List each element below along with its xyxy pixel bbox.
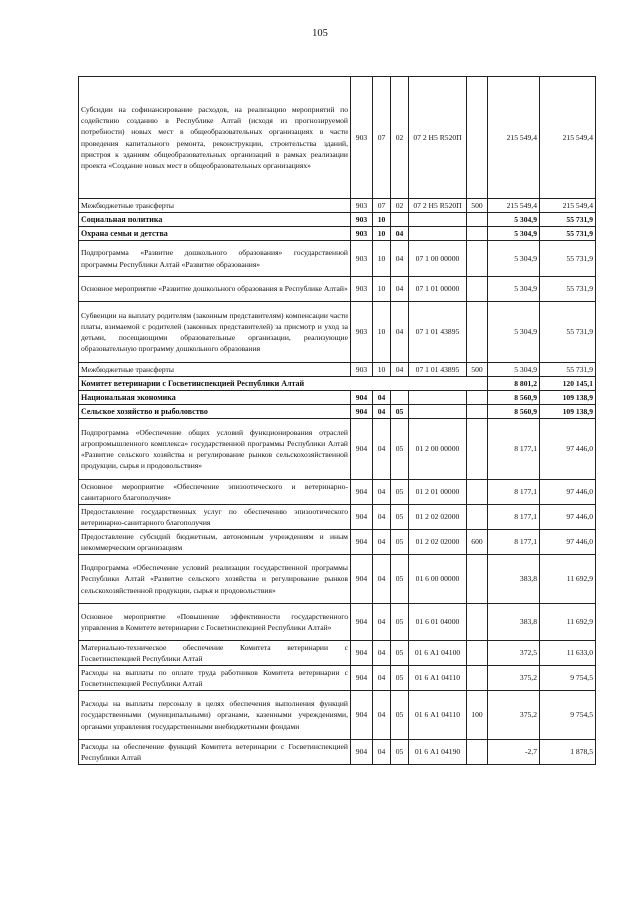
cell-grbs: 904 [351,691,373,740]
cell-name: Социальная политика [79,213,351,227]
cell-section: 10 [373,363,391,377]
cell-name: Комитет ветеринарии с Госветинспекцией Республики Алтай [79,377,488,391]
cell-subsection: 05 [391,691,409,740]
cell-target-article: 01 6 01 04000 [409,604,467,641]
cell-amount-1: 5 304,9 [488,213,540,227]
cell-subsection [391,391,409,405]
cell-subsection: 04 [391,241,409,277]
cell-amount-2: 9 754,5 [540,691,596,740]
cell-amount-1: 8 177,1 [488,530,540,555]
cell-expense-type [467,405,488,419]
cell-target-article: 01 2 00 00000 [409,419,467,480]
cell-target-article: 01 2 02 02000 [409,505,467,530]
cell-amount-1: 5 304,9 [488,227,540,241]
page-number: 105 [312,28,328,39]
table-row [79,604,596,641]
cell-expense-type [467,555,488,604]
cell-amount-1: -2,7 [488,740,540,765]
cell-amount-1: 372,5 [488,641,540,666]
cell-expense-type [467,302,488,363]
cell-amount-2: 215 549,4 [540,77,596,199]
table-row [79,391,596,405]
cell-name: Расходы на выплаты по оплате труда работников Комитета ветеринарии с Госветинспекцией Республики Алтай [79,666,351,691]
cell-section: 10 [373,302,391,363]
cell-section: 10 [373,241,391,277]
cell-target-article [409,213,467,227]
cell-name: Материально-техническое обеспечение Комитета ветеринарии с Госветинспекцией Республики Алтай [79,641,351,666]
table-row [79,740,596,765]
table-row [79,691,596,740]
cell-target-article [409,391,467,405]
table-row [79,641,596,666]
cell-subsection: 04 [391,363,409,377]
cell-target-article [409,227,467,241]
cell-grbs: 904 [351,505,373,530]
cell-grbs: 904 [351,405,373,419]
cell-subsection: 05 [391,480,409,505]
cell-amount-2: 97 446,0 [540,505,596,530]
cell-section: 04 [373,530,391,555]
cell-subsection: 02 [391,77,409,199]
table-row [79,199,596,213]
cell-section: 04 [373,666,391,691]
cell-name: Межбюджетные трансферты [79,199,351,213]
cell-subsection: 05 [391,555,409,604]
cell-name: Подпрограмма «Обеспечение общих условий функционирования отраслей агропромышленного комплекса» государственной программы Республики Алтай «Развитие сельского хозяйства и регулирование рынков сельскохозяйственной продукции, сырья и продовольствия» [79,419,351,480]
cell-grbs: 904 [351,555,373,604]
cell-subsection: 05 [391,405,409,419]
cell-section: 04 [373,391,391,405]
cell-expense-type [467,213,488,227]
table-row [79,405,596,419]
cell-grbs: 903 [351,213,373,227]
cell-subsection: 05 [391,419,409,480]
cell-subsection: 05 [391,604,409,641]
cell-grbs: 903 [351,363,373,377]
cell-expense-type [467,241,488,277]
cell-amount-1: 5 304,9 [488,277,540,302]
cell-amount-2: 55 731,9 [540,227,596,241]
cell-section: 04 [373,604,391,641]
cell-grbs: 904 [351,480,373,505]
cell-section: 04 [373,641,391,666]
cell-amount-2: 11 633,0 [540,641,596,666]
cell-section: 04 [373,740,391,765]
table-row [79,277,596,302]
cell-name: Межбюджетные трансферты [79,363,351,377]
table-row [79,363,596,377]
cell-target-article: 01 2 01 00000 [409,480,467,505]
cell-section: 04 [373,555,391,604]
cell-expense-type [467,419,488,480]
cell-amount-1: 383,8 [488,555,540,604]
cell-section: 07 [373,77,391,199]
cell-target-article: 01 6 А1 04100 [409,641,467,666]
cell-amount-1: 8 177,1 [488,505,540,530]
table-row [79,530,596,555]
cell-amount-2: 97 446,0 [540,530,596,555]
cell-grbs: 903 [351,199,373,213]
cell-amount-2: 55 731,9 [540,363,596,377]
cell-subsection: 05 [391,530,409,555]
cell-name: Сельское хозяйство и рыболовство [79,405,351,419]
cell-expense-type: 500 [467,363,488,377]
cell-section: 04 [373,480,391,505]
cell-target-article: 07 2 Н5 R520П [409,199,467,213]
cell-target-article: 01 2 02 02000 [409,530,467,555]
cell-target-article: 01 6 А1 04190 [409,740,467,765]
cell-amount-1: 8 560,9 [488,405,540,419]
cell-grbs: 903 [351,77,373,199]
cell-amount-2: 109 138,9 [540,405,596,419]
cell-grbs: 904 [351,740,373,765]
cell-grbs: 904 [351,641,373,666]
table-row [79,213,596,227]
cell-name: Национальная экономика [79,391,351,405]
cell-expense-type [467,505,488,530]
cell-grbs: 903 [351,302,373,363]
table-row [79,377,596,391]
cell-name: Основное мероприятие «Развитие дошкольного образования в Республике Алтай» [79,277,351,302]
table-row [79,555,596,604]
cell-amount-1: 5 304,9 [488,302,540,363]
cell-amount-2: 109 138,9 [540,391,596,405]
table-row [79,419,596,480]
cell-grbs: 903 [351,227,373,241]
cell-name: Основное мероприятие «Обеспечение эпизоотического и ветеринарно-санитарного благополучия» [79,480,351,505]
table-row [79,227,596,241]
cell-amount-1: 215 549,4 [488,77,540,199]
cell-section: 10 [373,213,391,227]
cell-expense-type [467,227,488,241]
cell-amount-2: 55 731,9 [540,213,596,227]
cell-grbs: 903 [351,277,373,302]
cell-section: 04 [373,419,391,480]
table-row [79,241,596,277]
cell-expense-type [467,740,488,765]
cell-name: Охрана семьи и детства [79,227,351,241]
cell-grbs: 904 [351,419,373,480]
cell-amount-2: 11 692,9 [540,555,596,604]
cell-grbs: 904 [351,391,373,405]
cell-target-article: 01 6 А1 04110 [409,666,467,691]
cell-amount-2: 97 446,0 [540,419,596,480]
cell-subsection: 04 [391,227,409,241]
cell-amount-2: 1 878,5 [540,740,596,765]
cell-amount-1: 5 304,9 [488,363,540,377]
cell-section: 10 [373,227,391,241]
cell-expense-type: 600 [467,530,488,555]
cell-subsection: 05 [391,666,409,691]
cell-amount-2: 97 446,0 [540,480,596,505]
cell-amount-1: 8 560,9 [488,391,540,405]
cell-amount-2: 55 731,9 [540,241,596,277]
table-row [79,666,596,691]
cell-target-article: 01 6 А1 04110 [409,691,467,740]
cell-amount-1: 5 304,9 [488,241,540,277]
cell-target-article: 07 1 01 43895 [409,302,467,363]
cell-amount-1: 375,2 [488,666,540,691]
cell-target-article: 07 1 01 00000 [409,277,467,302]
cell-expense-type [467,391,488,405]
cell-amount-1: 8 177,1 [488,419,540,480]
cell-section: 04 [373,505,391,530]
cell-target-article [409,405,467,419]
cell-subsection [391,213,409,227]
table-row [79,505,596,530]
cell-expense-type [467,666,488,691]
cell-name: Субсидии на софинансирование расходов, на реализацию мероприятий по содействию созданию в Республике Алтай (исходя из прогнозируемой потребности) новых мест в общеобразовательных организациях в части проведения капитального ремонта, реконструкции, строительства зданий, пристроя к зданиям общеобразовательных организаций в рамках реализации проекта «Создание новых мест в общеобразовательных организациях» [79,77,351,199]
cell-target-article: 07 1 00 00000 [409,241,467,277]
cell-section: 07 [373,199,391,213]
cell-grbs: 903 [351,241,373,277]
cell-name: Расходы на обеспечение функций Комитета ветеринарии с Госветинспекцией Республики Алтай [79,740,351,765]
cell-name: Предоставление субсидий бюджетным, автономным учреждениям и иным некоммерческим организациям [79,530,351,555]
cell-name: Подпрограмма «Развитие дошкольного образования» государственной программы Республики Алтай «Развитие образования» [79,241,351,277]
cell-amount-2: 55 731,9 [540,302,596,363]
cell-expense-type [467,604,488,641]
cell-subsection: 02 [391,199,409,213]
table-body [79,77,596,765]
cell-expense-type: 100 [467,691,488,740]
table-row [79,302,596,363]
cell-expense-type [467,77,488,199]
cell-amount-1: 383,8 [488,604,540,641]
cell-subsection: 05 [391,641,409,666]
cell-grbs: 904 [351,530,373,555]
budget-table [78,76,596,765]
cell-amount-1: 375,2 [488,691,540,740]
cell-name: Предоставление государственных услуг по обеспечению эпизоотического ветеринарно-санитарного благополучия [79,505,351,530]
cell-amount-1: 215 549,4 [488,199,540,213]
cell-subsection: 04 [391,277,409,302]
table-row [79,480,596,505]
cell-section: 04 [373,691,391,740]
cell-subsection: 05 [391,505,409,530]
cell-grbs: 904 [351,604,373,641]
cell-target-article: 07 1 01 43895 [409,363,467,377]
cell-section: 04 [373,405,391,419]
cell-amount-2: 215 549,4 [540,199,596,213]
cell-section: 10 [373,277,391,302]
cell-amount-1: 8 177,1 [488,480,540,505]
cell-name: Расходы на выплаты персоналу в целях обеспечения выполнения функций государственными (муниципальными) органами, казенными учреждениями, органами управления государственными внебюджетными фондами [79,691,351,740]
cell-expense-type [467,641,488,666]
cell-amount-2: 11 692,9 [540,604,596,641]
cell-amount-1: 8 801,2 [488,377,540,391]
cell-target-article: 01 6 00 00000 [409,555,467,604]
table-row [79,77,596,199]
cell-subsection: 05 [391,740,409,765]
cell-name: Субвенции на выплату родителям (законным представителям) компенсации части платы, взимаемой с родителей (законных представителей) за присмотр и уход за детьми, посещающими образовательные организации, реализующие образовательную программу дошкольного образования [79,302,351,363]
cell-name: Подпрограмма «Обеспечение условий реализации государственной программы Республики Алтай «Развитие сельского хозяйства и регулирование рынков сельскохозяйственной продукции, сырья и продовольствия» [79,555,351,604]
cell-amount-2: 9 754,5 [540,666,596,691]
cell-target-article: 07 2 Н5 R520П [409,77,467,199]
cell-name: Основное мероприятие «Повышение эффективности государственного управления в Комитете ветеринарии с Госветинспекцией Республики Алтай» [79,604,351,641]
cell-expense-type [467,277,488,302]
cell-amount-2: 120 145,1 [540,377,596,391]
cell-grbs: 904 [351,666,373,691]
cell-expense-type: 500 [467,199,488,213]
cell-subsection: 04 [391,302,409,363]
cell-expense-type [467,480,488,505]
cell-amount-2: 55 731,9 [540,277,596,302]
